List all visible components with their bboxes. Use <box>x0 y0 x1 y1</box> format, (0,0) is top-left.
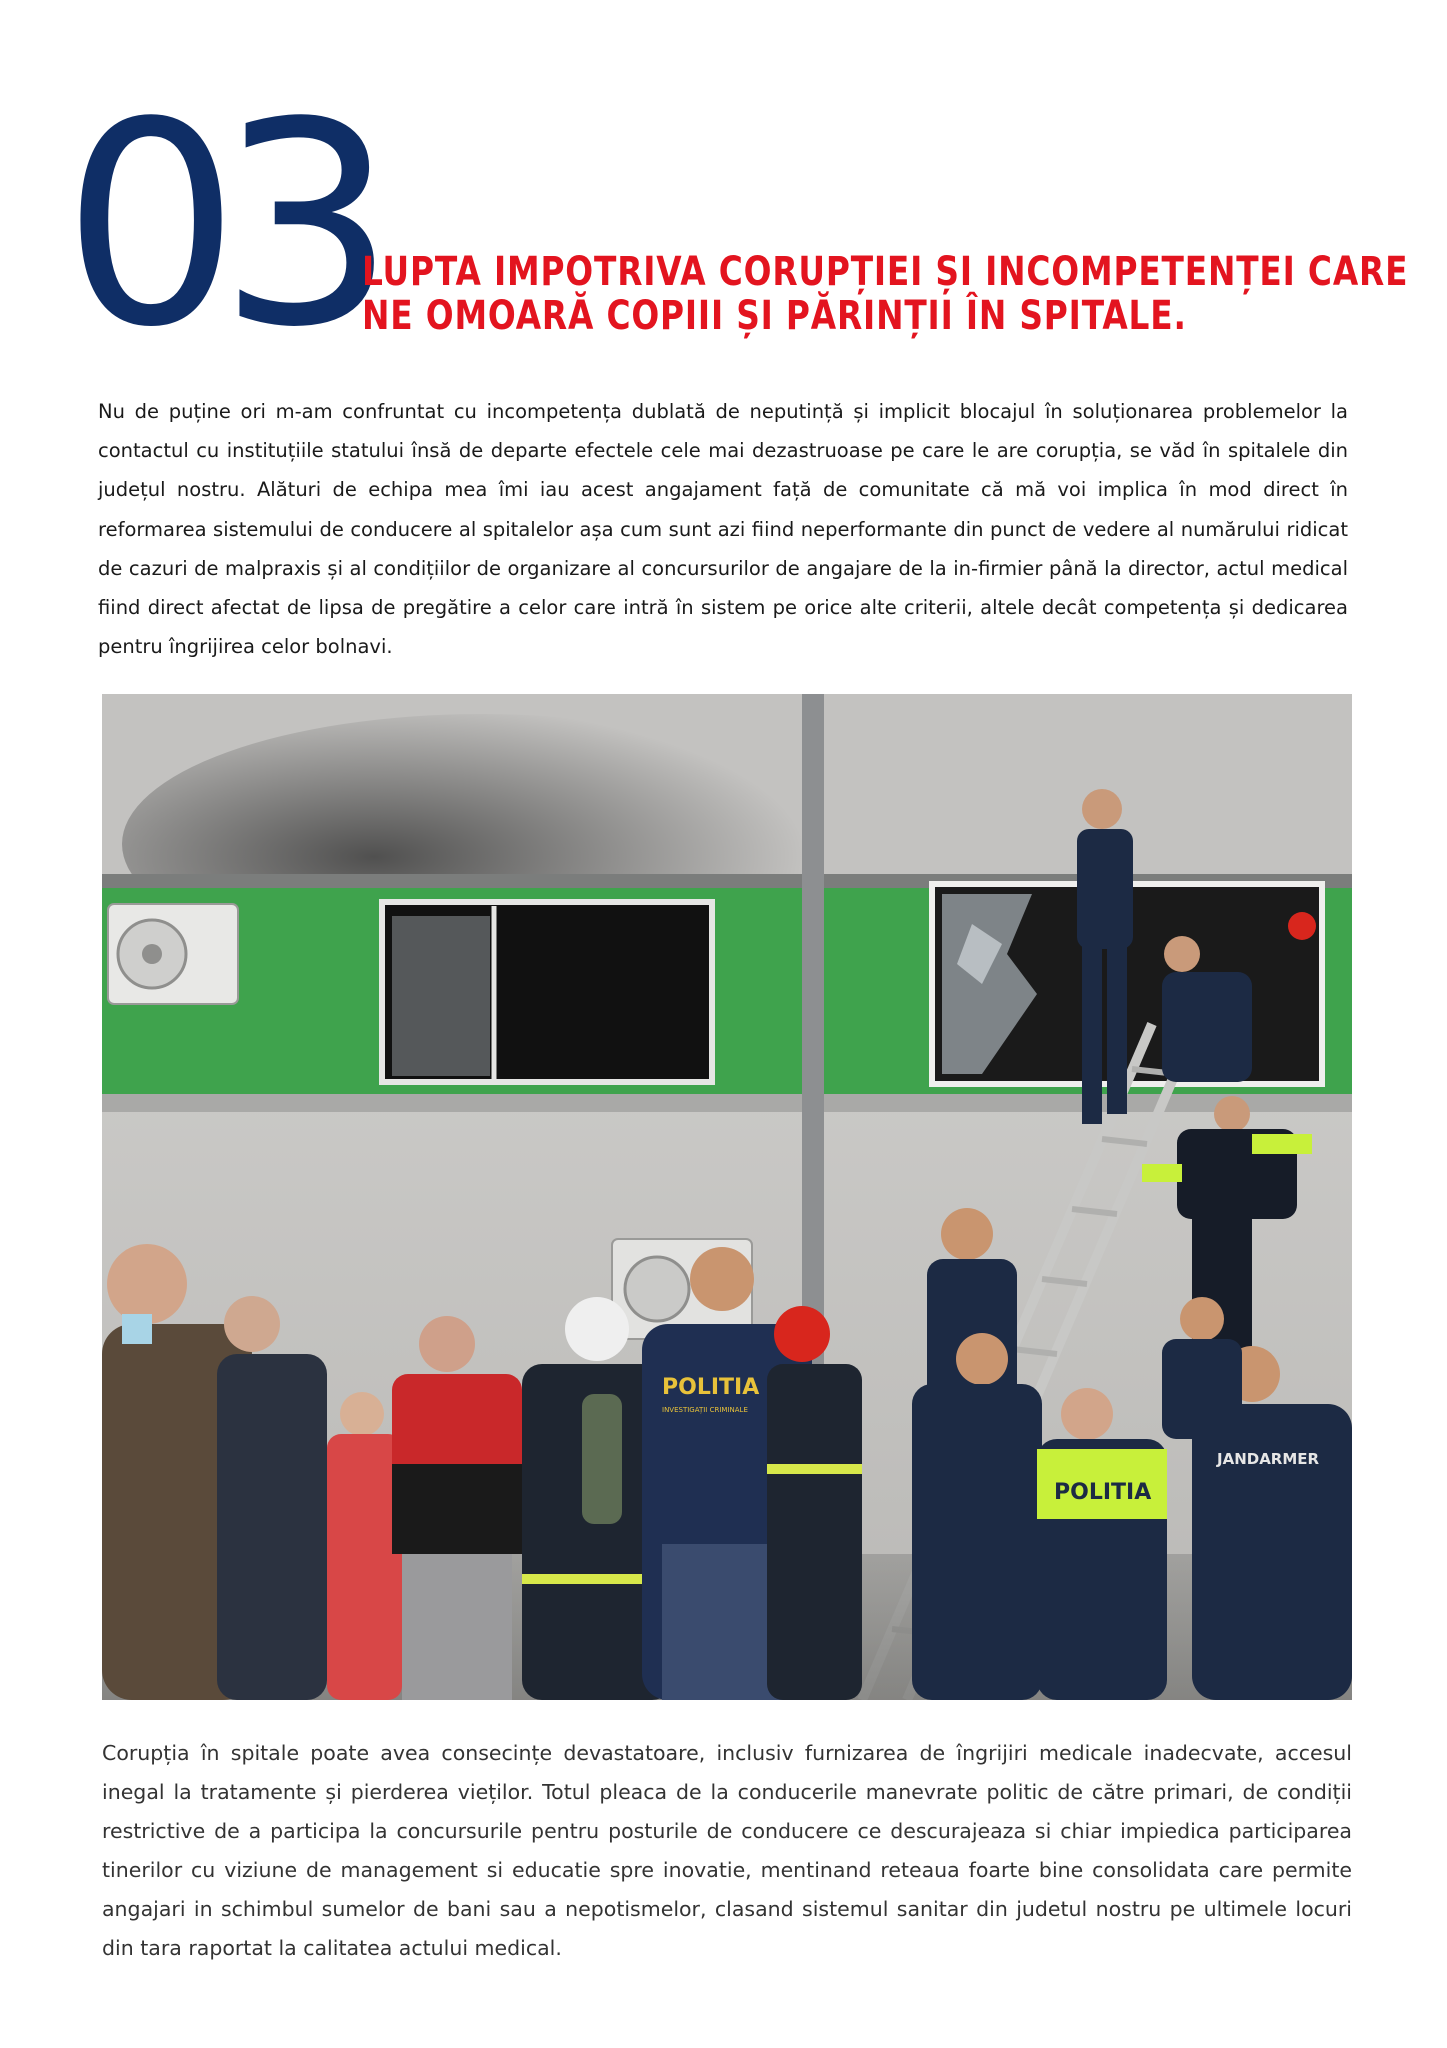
intro-paragraph: Nu de puține ori m-am confruntat cu incompetența dublată de neputință și implicit blocajul în soluționarea problemelor la contactul cu instituțiile statului însă de departe efectele cele mai dezastruoase pe care le are corupția, se văd în spitalele din județul nostru. Alături de echipa mea îmi iau acest angajament față de comunitate că mă voi implica în mod direct în reformarea sistemului de conducere al spitalelor așa cum sunt azi fiind neperformante din punct de vedere al numărului ridicat de cazuri de malpraxis și al condițiilor de organizare al concursurilor de angajare de la in-firmier până la director, actul medical fiind direct afectat de lipsa de pregătire a celor care intră în sistem pe orice alte criterii, altele decât competența și dedicarea pentru îngrijirea celor bolnavi. <box>98 400 1348 659</box>
closing-paragraph: Corupția în spitale poate avea consecințe devastatoare, inclusiv furnizarea de îngrijiri medicale inadecvate, accesul inegal la tratamente și pierderea vieților. Totul pleaca de la conducerile manevrate politic de către primari, de condiții restrictive de a participa la concursurile pentru posturile de conducere ce descurajeaza si chiar impiedica participarea tinerilor cu viziune de management si educatie spre inovatie, mentinand reteaua foarte bine consolidata care permite angajari in schimbul sumelor de bani sau a nepotismelor, clasand sistemul sanitar din judetul nostru pe ultimele locuri din tara raportat la calitatea actului medical. <box>102 1741 1352 1960</box>
air-conditioner-unit <box>108 904 238 1004</box>
police-vest-label: POLITIA <box>1054 1480 1152 1505</box>
section-title-line-1: LUPTA IMPOTRIVA CORUPȚIEI ȘI INCOMPETENȚEI CARE <box>362 249 1409 295</box>
hospital-fire-illustration <box>102 694 1352 1700</box>
firefighter-helmet-window <box>1288 912 1316 940</box>
jandarmeria-label: JANDARMER <box>1217 1450 1320 1468</box>
police-jacket-sublabel: INVESTIGAȚII CRIMINALE <box>662 1406 748 1414</box>
section-title <box>362 249 1409 339</box>
hospital-fire-photo <box>102 694 1352 1700</box>
section-title-line-2: NE OMOARĂ COPIII ȘI PĂRINȚII ÎN SPITALE. <box>362 293 1187 339</box>
police-jacket-label: POLITIA <box>662 1375 760 1400</box>
section-number: 03 <box>62 63 375 389</box>
burned-window <box>382 902 712 1082</box>
